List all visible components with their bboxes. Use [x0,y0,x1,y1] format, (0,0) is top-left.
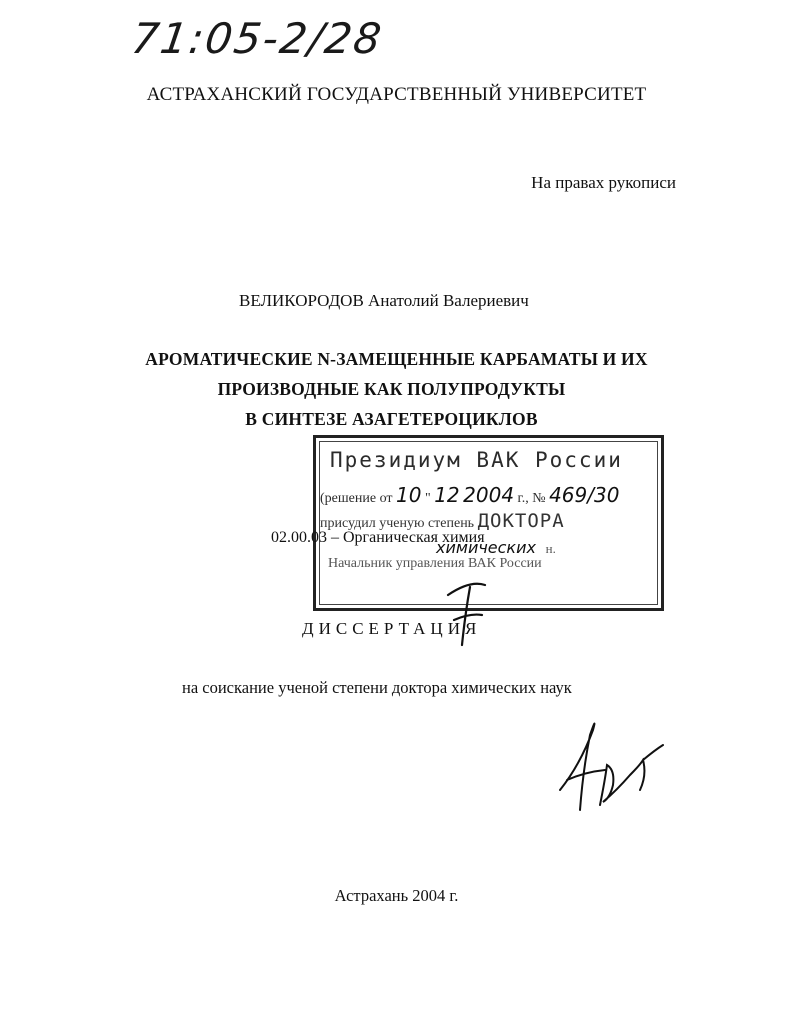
thesis-title-line-2: ПРОИЗВОДНЫЕ КАК ПОЛУПРОДУКТЫ [217,379,566,399]
specialty: 02.00.03 – Органическая химия [271,529,485,546]
stamp-degree-word: ДОКТОРА [477,510,565,532]
stamp-decision-label: (решение от [320,491,393,506]
author-signature [555,710,670,820]
stamp-day: 10 [396,483,422,507]
thesis-title-line-1: АРОМАТИЧЕСКИЕ N-ЗАМЕЩЕННЫЕ КАРБАМАТЫ И ИХ [145,349,648,369]
document-type: ДИССЕРТАЦИЯ [302,619,482,638]
stamp-decision-line: (решение от 10 " 12 2004 г., № 469/30 [320,483,620,507]
stamp-year: 2004 [463,483,515,507]
archive-code: 71:05-2/28 [128,14,386,63]
degree-line: на соискание ученой степени доктора химических наук [182,678,572,697]
stamp-number-label: г., № [517,491,546,506]
author-name: ВЕЛИКОРОДОВ Анатолий Валериевич [239,291,529,310]
manuscript-rights: На правах рукописи [531,173,676,192]
thesis-title-line-3: В СИНТЕЗЕ АЗАГЕТЕРОЦИКЛОВ [245,409,538,429]
stamp-science-suffix: н. [545,541,556,556]
stamp-title: Президиум ВАК России [330,448,623,472]
stamp-head: Начальник управления ВАК России [328,556,542,571]
stamp-signature [440,575,500,650]
stamp-month: 12 [434,483,460,507]
stamp-awarded-label: присудил ученую степень [320,516,475,531]
stamp-number: 469/30 [549,483,620,507]
city-year: Астрахань 2004 г. [334,886,459,905]
university-name: АСТРАХАНСКИЙ ГОСУДАРСТВЕННЫЙ УНИВЕРСИТЕТ [146,84,647,105]
stamp-science: химических [436,538,536,557]
